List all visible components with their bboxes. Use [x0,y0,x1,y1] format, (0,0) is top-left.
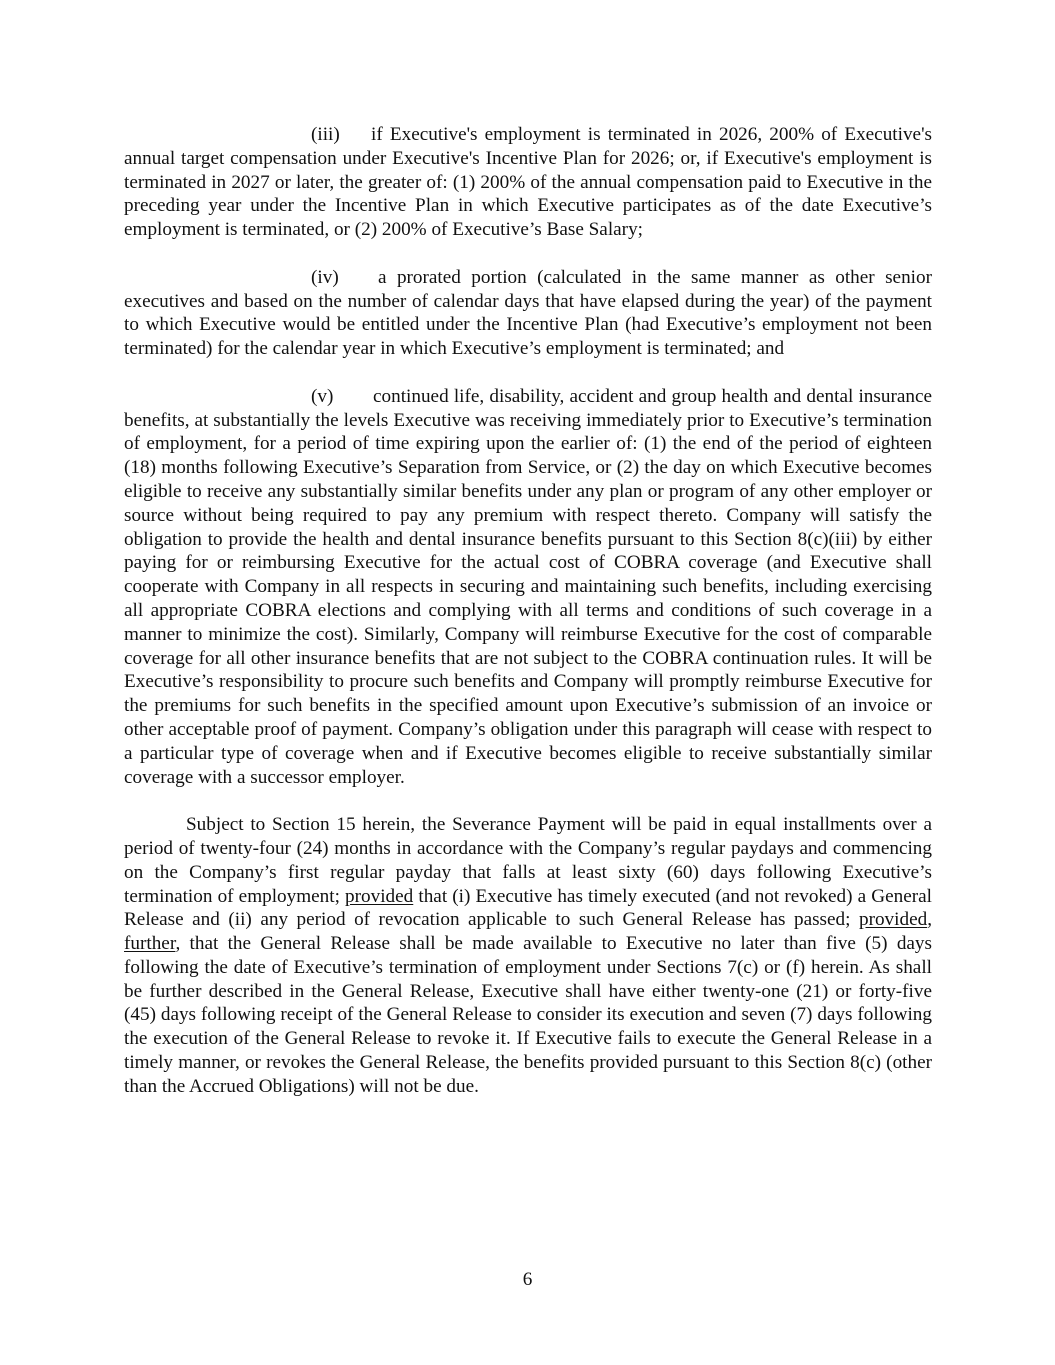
item-text-v: continued life, disability, accident and group health and dental insurance benefits, at substantially the levels Executive was receiving immediately prior to Executive’s termination of employment, for a period of time expiring upon the earlier of: (1) the end of the period of eighteen (18) months following Executive’s Separation from Service, or (2) the day on which Executive becomes eligible to receive any substantially similar benefits under any plan or program of any other employer or source without being required to pay any premium with respect thereto. Company will satisfy the obligation to provide the health and dental insurance benefits pursuant to this Section 8(c)(iii) by either paying for or reimbursing Executive for the actual cost of COBRA coverage (and Executive shall cooperate with Company in all respects in securing and maintaining such benefits, including exercising all appropriate COBRA elections and complying with all terms and conditions of such coverage in a manner to minimize the cost). Similarly, Company will reimburse Executive for the cost of comparable coverage for all other insurance benefits that are not subject to the COBRA continuation rules. It will be Executive’s responsibility to procure such benefits and Company will promptly reimburse Executive for the premiums for such benefits in the specified amount upon Executive’s submission of an invoice or other acceptable proof of payment. Company’s obligation under this paragraph will cease with respect to a particular type of coverage when and if Executive becomes eligible to receive substantially similar coverage with a successor employer. [124,385,932,788]
paragraph-item-iv [124,266,932,361]
document-page [124,123,932,1099]
item-text-iii: if Executive's employment is terminated in 2026, 200% of Executive's annual target compensation under Executive's Incentive Plan for 2026; or, if Executive's employment is terminated in 2027 or later, the greater of: (1) 200% of the annual compensation paid to Executive in the preceding year under the Incentive Plan in which Executive participates as of the date Executive’s employment is terminated, or (2) 200% of Executive’s Base Salary; [124,124,932,241]
severance-text-part2: that (i) Executive has timely executed (and not revoked) a General Release and (ii) any period of revocation applicable to such General Release has passed; [124,885,932,931]
severance-text-part1: Subject to Section 15 herein, the Severance Payment will be paid in equal installments over a period of twenty-four (24) months in accordance with the Company’s regular paydays and commencing on the Company’s first regular payday that falls at least sixty (60) days following Executive’s termination of employment; [124,814,932,907]
further-term: further [124,933,176,955]
item-number-iii: (iii) [311,124,340,145]
provided-term-1: provided [345,885,414,907]
item-number-v: (v) [311,385,334,407]
item-text-iv: a prorated portion (calculated in the same manner as other senior executives and based on the number of calendar days that have elapsed during the year) of the payment to which Executive would be entitled under the Incentive Plan (had Executive’s employment not been terminated) for the calendar year in which Executive’s employment is terminated; and [124,266,932,360]
item-number-iv: (iv) [311,266,339,288]
paragraph-item-iii [124,123,932,242]
paragraph-item-v [124,385,932,790]
severance-comma: , [927,909,932,931]
provided-term-2: provided [858,909,928,931]
paragraph-severance-payment [124,813,932,1099]
severance-text-part3: , that the General Release shall be made available to Executive no later than five (5) days following the date of Executive’s termination of employment under Sections 7(c) or (f) herein. As shall be further described in the General Release, Executive shall have either twenty-one (21) or forty-five (45) days following receipt of the General Release to consider its execution and seven (7) days following the execution of the General Release to revoke it. If Executive fails to execute the General Release in a timely manner, or revokes the General Release, the benefits provided pursuant to this Section 8(c) (other than the Accrued Obligations) will not be due. [124,933,932,1097]
page-number: 6 [522,1269,533,1290]
